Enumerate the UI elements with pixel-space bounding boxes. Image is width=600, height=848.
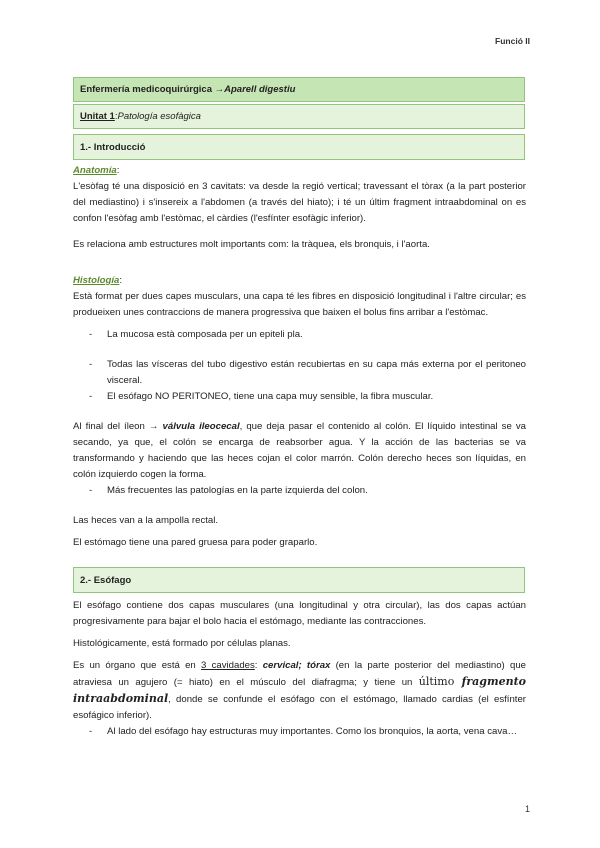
intro-content — [73, 163, 526, 551]
text-run: Al final del íleon → — [73, 421, 163, 432]
esophagus-paragraph-3 — [73, 658, 526, 724]
histology-paragraph-4: El estómago tiene una pared gruesa para poder graparlo. — [73, 537, 318, 548]
section-heading-esophagus-text: 2.- Esófago — [80, 574, 132, 586]
text-run: Es un órgano que está en — [73, 660, 202, 671]
text-run: (en la parte posterior del mediastino) que atraviesa un agujero (= hiato) en el músculo del diafragma; y tiene un — [73, 660, 526, 688]
bullet-text: El esófago NO PERITONEO, tiene una capa muy sensible, la fibra muscular. — [107, 391, 434, 402]
unit-title: Patología esofàgica — [117, 111, 201, 122]
anatomy-paragraph-2: Es relaciona amb estructures molt importants com: la tràquea, els bronquis, i l'aorta. — [73, 239, 430, 250]
bullet-text: Todas las vísceras del tubo digestivo están recubiertas en su capa más externa por el peritoneo visceral. — [107, 359, 526, 386]
bullet-text: La mucosa està composada per un epiteli pla. — [107, 329, 303, 340]
section-heading-intro-text: 1.- Introducció — [80, 141, 146, 153]
bullet-dash: - — [89, 485, 93, 496]
bullet-dash: - — [89, 359, 93, 370]
bullet-item — [73, 724, 526, 740]
text-run: último — [418, 675, 462, 688]
text-run: : — [254, 660, 263, 671]
course-title-topic: Aparell digestiu — [224, 84, 296, 95]
text-run-emphasis: válvula ileocecal — [162, 421, 240, 432]
bullet-text: Al lado del esófago hay estructuras muy importantes. Como los bronquios, la aorta, vena cava… — [107, 726, 518, 737]
esophagus-paragraph-2: Histológicamente, está formado por células planas. — [73, 638, 291, 649]
bullet-item — [73, 357, 526, 389]
page-header: Funció II — [495, 36, 530, 46]
bullet-dash: - — [89, 329, 93, 340]
section-heading-intro — [73, 134, 525, 160]
anatomy-heading-text: Anatomía — [73, 165, 117, 176]
text-run-emphasis: fragmento intraabdominal — [73, 675, 526, 705]
bullet-dash: - — [89, 391, 93, 402]
anatomy-heading: Anatomía: — [73, 165, 120, 176]
histology-heading: Histología: — [73, 275, 123, 286]
bullet-dash: - — [89, 726, 93, 737]
text-run-emphasis: cervical; tórax — [262, 660, 331, 671]
histology-heading-text: Histología — [73, 275, 120, 286]
section-heading-esophagus — [73, 567, 525, 593]
histology-paragraph-2 — [73, 419, 526, 483]
unit-sep: : — [114, 111, 118, 122]
bullet-text: Más frecuentes las patologías en la parte izquierda del colon. — [107, 485, 368, 496]
unit-label: Unitat 1 — [80, 111, 115, 122]
page-number: 1 — [524, 804, 530, 814]
histology-paragraph-3: Las heces van a la ampolla rectal. — [73, 515, 219, 526]
bullet-item — [73, 389, 526, 405]
text-run-underlined: 3 cavidades — [201, 660, 255, 671]
course-title-prefix: Enfermería medicoquirúrgica → — [80, 84, 225, 95]
unit-title-box — [73, 104, 525, 129]
esophagus-paragraph-1: El esófago contiene dos capas musculares (una longitudinal y otra circular), las dos capas actúan progresivamente para bajar el bolo hacia el estómago, mediante las contracciones. — [73, 600, 526, 627]
anatomy-paragraph-1: L'esòfag té una disposició en 3 cavitats: va desde la regió vertical; travessant el tòrax (a la part posterior del mediastino) i s'insereix a l'abdomen (a través del hiato); i té un últim fragment intraabdominal on es confon l'esòfag amb l'estòmac, el càrdies (l'esfínter esofàgic inferior). — [73, 181, 526, 224]
text-run: , que deja pasar el contenido al colón. El líquido intestinal se va secando, ya que, el colón se encarga de reabsorber agua. Y la acción de las bacterias se va transformando y haciendo que las heces cojan el color marrón. Colón derecho heces son líquidas, en colón izquierdo cogen la forma. — [73, 421, 526, 480]
esophagus-content — [73, 598, 526, 740]
course-title-box — [73, 77, 525, 102]
bullet-item — [73, 327, 526, 343]
text-run: , donde se confunde el esófago con el estómago, llamado cardias (el esfínter esofágico inferior). — [73, 694, 526, 721]
bullet-item — [73, 483, 526, 499]
histology-paragraph-1: Està format per dues capes musculars, una capa té les fibres en disposició longitudinal i l'altre circular; es produeixen unes contraccions de manera progressiva que baixen el bolus fins arribar a l'estòmac. — [73, 291, 526, 318]
